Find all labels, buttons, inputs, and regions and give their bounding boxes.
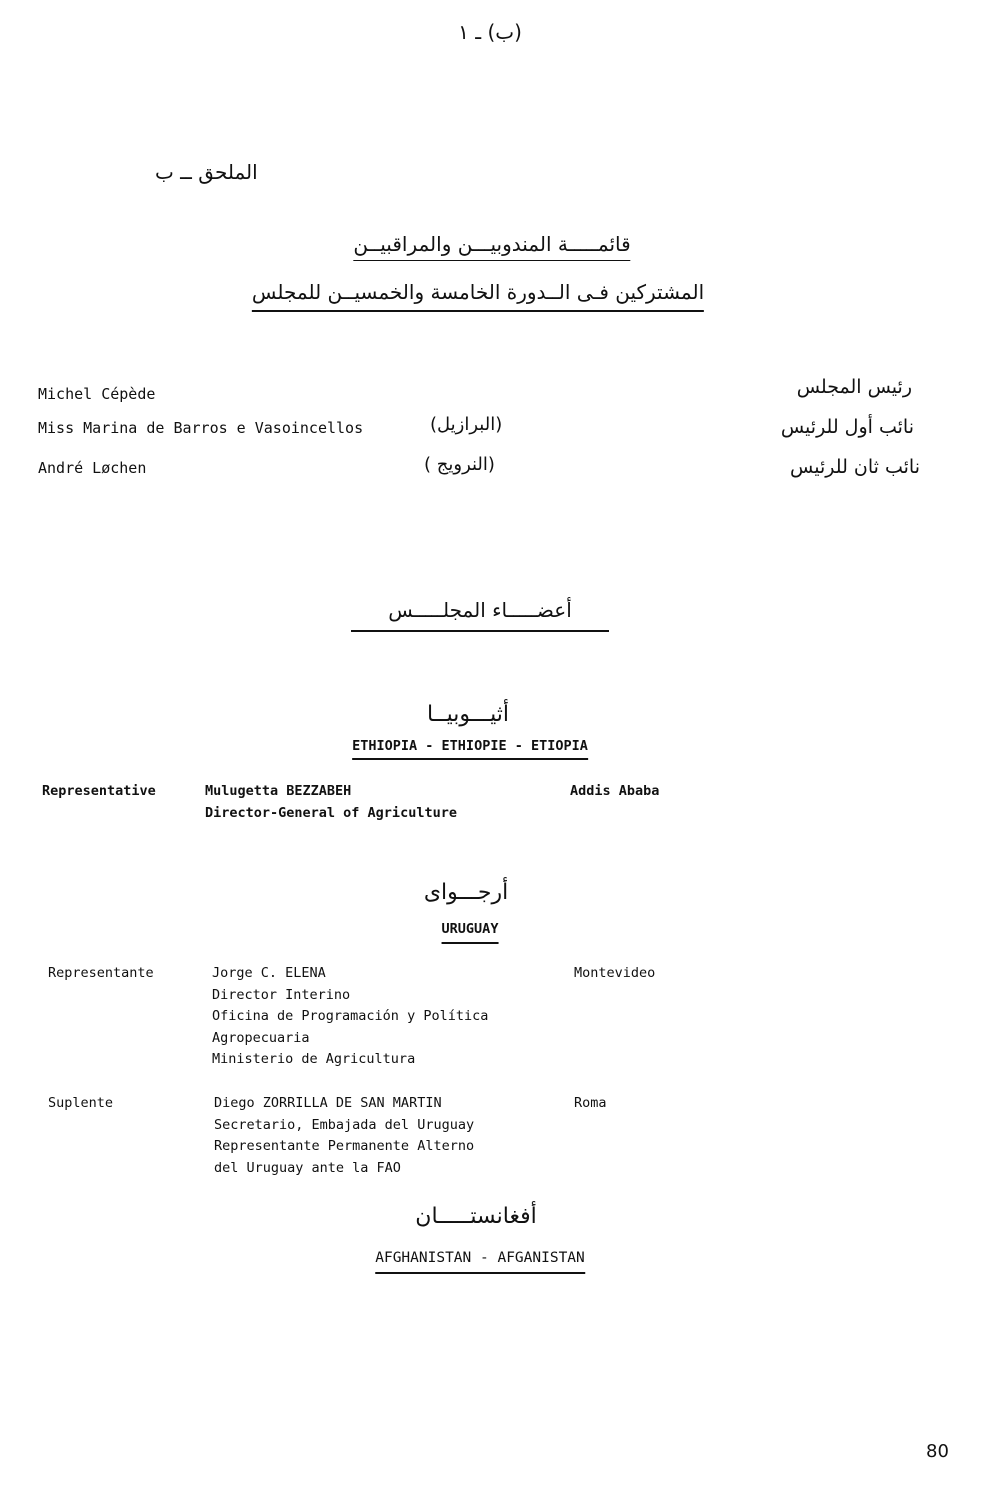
entry-details: Jorge C. ELENA Director Interino Oficina de Programación y Política Agropecuaria Ministerio de Agricultura (212, 965, 489, 1067)
officer-role-first-vice: نائب أول للرئيس (780, 416, 914, 438)
annex-label: الملحق ــ ب (155, 160, 258, 184)
officer-country-first-vice: (البرازيل) (430, 414, 503, 435)
page-reference: (ب) ـ ١ (458, 20, 522, 44)
country-name-en-uruguay: URUGUAY (442, 921, 499, 944)
page-number: 80 (926, 1441, 949, 1462)
officer-name-second-vice: André Løchen (38, 459, 147, 477)
country-name-en-afghanistan: AFGHANISTAN - AFGANISTAN (375, 1250, 585, 1274)
entry-city: Roma (574, 1095, 607, 1111)
officer-name-first-vice: Miss Marina de Barros e Vasoincellos (38, 419, 364, 437)
entry-details: Mulugetta BEZZABEH Director-General of Agriculture (205, 783, 457, 821)
officer-country-second-vice: (النرويج ) (424, 454, 495, 475)
entry-role: Suplente (48, 1095, 114, 1111)
entry-role: Representative (42, 783, 156, 799)
entry-details: Diego ZORRILLA DE SAN MARTIN Secretario, Embajada del Uruguay Representante Permanente Alterno del Uruguay ante la FAO (214, 1095, 475, 1176)
country-name-ar-uruguay: أرجـــواى (423, 880, 509, 905)
title-line-2: المشتركين فـى الــدورة الخامسة والخمسيــن للمجلس (252, 280, 704, 312)
officer-name-chair: Michel Cépède (38, 385, 156, 403)
entry-city: Montevideo (574, 965, 656, 981)
title-line-1: قائمـــــة المندوبيـــن والمراقبيــن (353, 232, 630, 261)
country-name-en-ethiopia: ETHIOPIA - ETHIOPIE - ETIOPIA (352, 738, 588, 760)
country-name-ar-ethiopia: أثيـــوبيــا (427, 702, 509, 727)
officer-role-chair: رئيس المجلس (796, 376, 912, 398)
officer-role-second-vice: نائب ثان للرئيس (790, 456, 920, 478)
country-name-ar-afghanistan: أفغانستـــــان (415, 1204, 537, 1229)
members-heading: أعضـــــاء المجلـــــس (351, 598, 609, 632)
entry-role: Representante (48, 965, 154, 981)
entry-city: Addis Ababa (570, 783, 660, 799)
